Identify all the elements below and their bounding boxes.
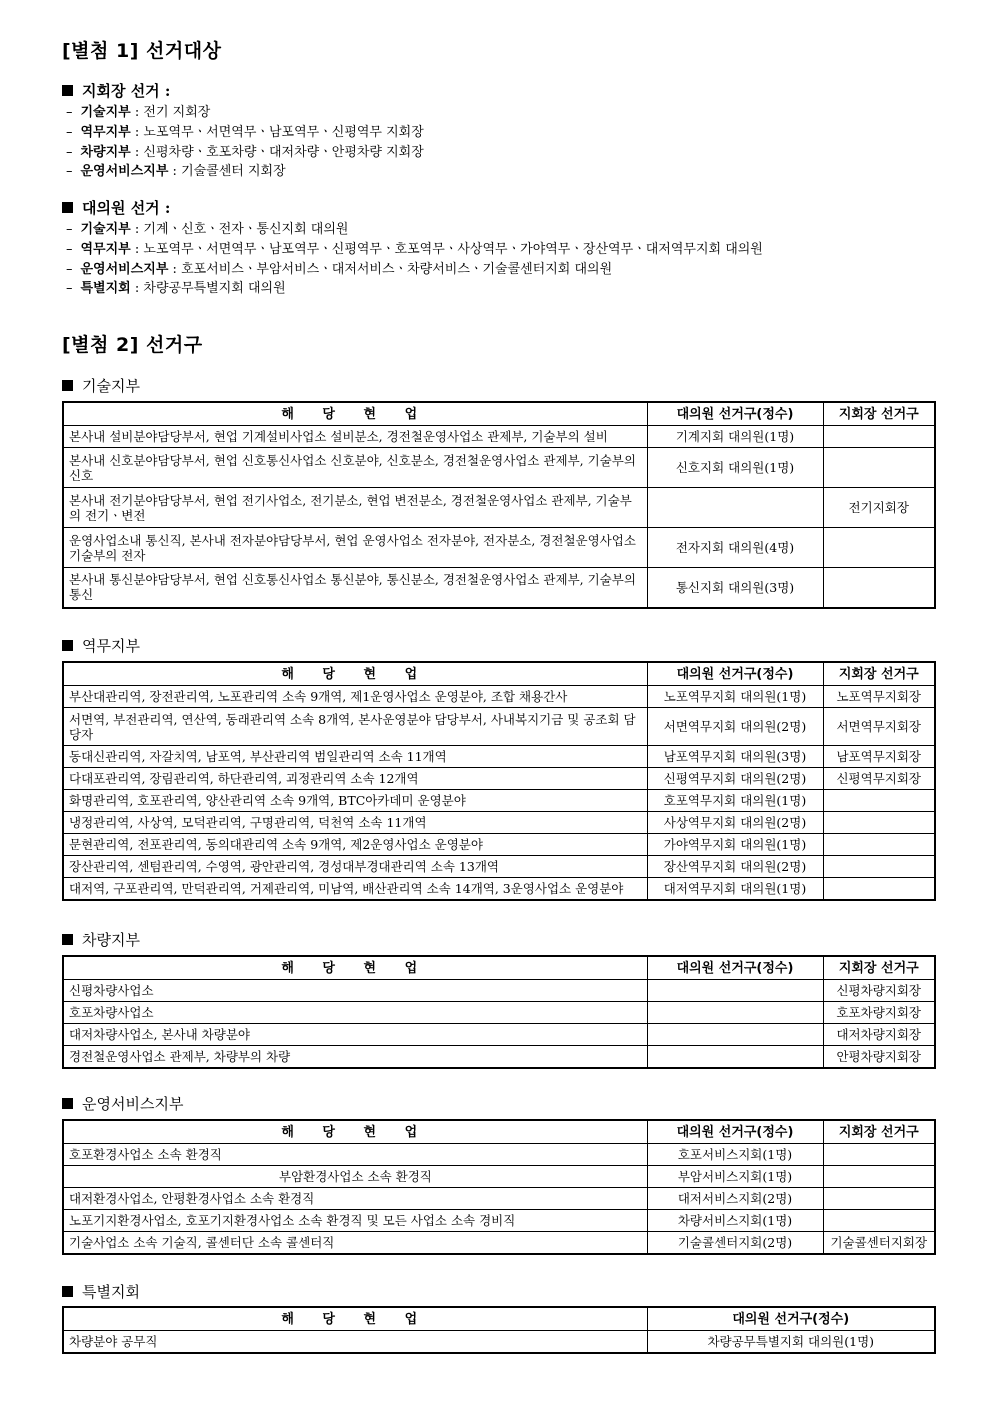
- branch-cell: 신평차량지회장: [823, 980, 935, 1002]
- col-branch: 지회장 선거구: [823, 402, 935, 426]
- branch-cell: [823, 426, 935, 448]
- delegate-cell: 통신지회 대의원(3명): [647, 568, 823, 608]
- duty-cell: 냉정관리역, 사상역, 모덕관리역, 구명관리역, 덕천역 소속 11개역: [63, 812, 647, 834]
- vehicle-table: [62, 955, 936, 1069]
- station-heading: 역무지부: [62, 635, 140, 656]
- annex2-title: [별첨 2] 선거구: [62, 334, 203, 356]
- table-row: [63, 426, 935, 448]
- table-row: [63, 1002, 935, 1024]
- duty-cell: 호포차량사업소: [63, 1002, 647, 1024]
- duty-cell: 동대신관리역, 자갈치역, 남포역, 부산관리역 범일관리역 소속 11개역: [63, 746, 647, 768]
- delegate-cell: 대저역무지회 대의원(1명): [647, 878, 823, 900]
- table-header-row: [63, 402, 935, 426]
- col-branch: 지회장 선거구: [823, 956, 935, 980]
- delegate-cell: [647, 1024, 823, 1046]
- duty-cell: 대저환경사업소, 안평환경사업소 소속 환경직: [63, 1188, 647, 1210]
- duty-cell: 대저역, 구포관리역, 만덕관리역, 거제관리역, 미남역, 배산관리역 소속 14개역, 3운영사업소 운영분야: [63, 878, 647, 900]
- branch-head-item: – 운영서비스지부 : 기술콜센터 지회장: [66, 164, 286, 179]
- col-duty: 해 당 현 업: [63, 662, 647, 686]
- branch-cell: [823, 856, 935, 878]
- table-row: [63, 834, 935, 856]
- table-row: [63, 790, 935, 812]
- delegate-heading: 대의원 선거 :: [62, 197, 170, 218]
- duty-cell: 부암환경사업소 소속 환경직: [63, 1166, 647, 1188]
- delegate-cell: 서면역무지회 대의원(2명): [647, 708, 823, 746]
- delegate-item: – 역무지부 : 노포역무ㆍ서면역무ㆍ남포역무ㆍ신평역무ㆍ호포역무ㆍ사상역무ㆍ가야역무ㆍ장산역무ㆍ대저역무지회 대의원: [66, 242, 763, 257]
- table-row: [63, 856, 935, 878]
- table-row: [63, 1232, 935, 1254]
- col-delegate: 대의원 선거구(정수): [647, 662, 823, 686]
- delegate-cell: 노포역무지회 대의원(1명): [647, 686, 823, 708]
- table-row: [63, 878, 935, 900]
- col-duty: 해 당 현 업: [63, 1120, 647, 1144]
- branch-cell: [823, 812, 935, 834]
- duty-cell: 운영사업소내 통신직, 본사내 전자분야담당부서, 현업 운영사업소 전자분야, 전자분소, 경전철운영사업소 기술부의 전자: [63, 528, 647, 568]
- col-delegate: 대의원 선거구(정수): [647, 956, 823, 980]
- table-row: [63, 1046, 935, 1068]
- table-row: [63, 746, 935, 768]
- station-table: [62, 661, 936, 901]
- delegate-cell: 대저서비스지회(2명): [647, 1188, 823, 1210]
- special-heading: 특별지회: [62, 1281, 140, 1302]
- duty-cell: 기술사업소 소속 기술직, 콜센터단 소속 콜센터직: [63, 1232, 647, 1254]
- branch-cell: 서면역무지회장: [823, 708, 935, 746]
- table-row: [63, 1144, 935, 1166]
- duty-cell: 경전철운영사업소 관제부, 차량부의 차량: [63, 1046, 647, 1068]
- table-row: [63, 812, 935, 834]
- branch-cell: 신평역무지회장: [823, 768, 935, 790]
- table-header-row: [63, 956, 935, 980]
- col-delegate: 대의원 선거구(정수): [647, 1307, 935, 1331]
- table-header-row: [63, 662, 935, 686]
- table-row: [63, 1024, 935, 1046]
- duty-cell: 다대포관리역, 장림관리역, 하단관리역, 괴정관리역 소속 12개역: [63, 768, 647, 790]
- duty-cell: 장산관리역, 센텀관리역, 수영역, 광안관리역, 경성대부경대관리역 소속 13개역: [63, 856, 647, 878]
- table-row: [63, 708, 935, 746]
- delegate-cell: 호포서비스지회(1명): [647, 1144, 823, 1166]
- table-header-row: [63, 1120, 935, 1144]
- delegate-cell: 장산역무지회 대의원(2명): [647, 856, 823, 878]
- delegate-cell: [647, 1046, 823, 1068]
- delegate-item: – 운영서비스지부 : 호포서비스ㆍ부암서비스ㆍ대저서비스ㆍ차량서비스ㆍ기술콜센터지회 대의원: [66, 262, 613, 277]
- table-row: [63, 1210, 935, 1232]
- branch-cell: [823, 790, 935, 812]
- delegate-cell: 전자지회 대의원(4명): [647, 528, 823, 568]
- branch-head-item: – 기술지부 : 전기 지회장: [66, 105, 211, 120]
- delegate-cell: 신평역무지회 대의원(2명): [647, 768, 823, 790]
- col-duty: 해 당 현 업: [63, 1307, 647, 1331]
- branch-cell: 호포차량지회장: [823, 1002, 935, 1024]
- service-heading: 운영서비스지부: [62, 1093, 183, 1114]
- table-row: [63, 1166, 935, 1188]
- branch-cell: [823, 878, 935, 900]
- duty-cell: 화명관리역, 호포관리역, 양산관리역 소속 9개역, BTC아카데미 운영분야: [63, 790, 647, 812]
- duty-cell: 부산대관리역, 장전관리역, 노포관리역 소속 9개역, 제1운영사업소 운영분야, 조합 채용간사: [63, 686, 647, 708]
- branch-head-heading: 지회장 선거 :: [62, 80, 170, 101]
- duty-cell: 호포환경사업소 소속 환경직: [63, 1144, 647, 1166]
- tech-heading: 기술지부: [62, 375, 140, 396]
- duty-cell: 신평차량사업소: [63, 980, 647, 1002]
- col-duty: 해 당 현 업: [63, 956, 647, 980]
- special-table: [62, 1306, 936, 1354]
- col-branch: 지회장 선거구: [823, 662, 935, 686]
- delegate-cell: 차량공무특별지회 대의원(1명): [647, 1331, 935, 1353]
- table-row: [63, 448, 935, 488]
- duty-cell: 본사내 신호분야담당부서, 현업 신호통신사업소 신호분야, 신호분소, 경전철운영사업소 관제부, 기술부의 신호: [63, 448, 647, 488]
- col-duty: 해 당 현 업: [63, 402, 647, 426]
- col-delegate: 대의원 선거구(정수): [647, 402, 823, 426]
- branch-cell: [823, 448, 935, 488]
- branch-cell: 대저차량지회장: [823, 1024, 935, 1046]
- branch-cell: 안평차량지회장: [823, 1046, 935, 1068]
- branch-cell: [823, 834, 935, 856]
- duty-cell: 본사내 설비분야담당부서, 현업 기계설비사업소 설비분소, 경전철운영사업소 관제부, 기술부의 설비: [63, 426, 647, 448]
- table-row: [63, 980, 935, 1002]
- branch-cell: [823, 1166, 935, 1188]
- table-row: [63, 568, 935, 608]
- delegate-cell: 남포역무지회 대의원(3명): [647, 746, 823, 768]
- tech-table: [62, 401, 936, 609]
- branch-cell: 전기지회장: [823, 488, 935, 528]
- delegate-cell: 기술콜센터지회(2명): [647, 1232, 823, 1254]
- delegate-cell: [647, 1002, 823, 1024]
- delegate-item: – 특별지회 : 차량공무특별지회 대의원: [66, 281, 286, 296]
- table-row: [63, 686, 935, 708]
- branch-cell: 남포역무지회장: [823, 746, 935, 768]
- table-row: [63, 528, 935, 568]
- branch-cell: [823, 1210, 935, 1232]
- annex1-title: [별첨 1] 선거대상: [62, 40, 222, 62]
- duty-cell: 문현관리역, 전포관리역, 동의대관리역 소속 9개역, 제2운영사업소 운영분야: [63, 834, 647, 856]
- delegate-cell: [647, 980, 823, 1002]
- vehicle-heading: 차량지부: [62, 929, 140, 950]
- delegate-cell: 차량서비스지회(1명): [647, 1210, 823, 1232]
- col-branch: 지회장 선거구: [823, 1120, 935, 1144]
- branch-cell: [823, 568, 935, 608]
- duty-cell: 차량분야 공무직: [63, 1331, 647, 1353]
- delegate-cell: 가야역무지회 대의원(1명): [647, 834, 823, 856]
- duty-cell: 본사내 통신분야담당부서, 현업 신호통신사업소 통신분야, 통신분소, 경전철운영사업소 관제부, 기술부의 통신: [63, 568, 647, 608]
- duty-cell: 노포기지환경사업소, 호포기지환경사업소 소속 환경직 및 모든 사업소 소속 경비직: [63, 1210, 647, 1232]
- delegate-cell: 기계지회 대의원(1명): [647, 426, 823, 448]
- delegate-cell: [647, 488, 823, 528]
- branch-cell: [823, 528, 935, 568]
- duty-cell: 본사내 전기분야담당부서, 현업 전기사업소, 전기분소, 현업 변전분소, 경전철운영사업소 관제부, 기술부의 전기ㆍ변전: [63, 488, 647, 528]
- delegate-cell: 호포역무지회 대의원(1명): [647, 790, 823, 812]
- delegate-item: – 기술지부 : 기계ㆍ신호ㆍ전자ㆍ통신지회 대의원: [66, 222, 349, 237]
- duty-cell: 대저차량사업소, 본사내 차량분야: [63, 1024, 647, 1046]
- table-row: [63, 768, 935, 790]
- duty-cell: 서면역, 부전관리역, 연산역, 동래관리역 소속 8개역, 본사운영분야 담당부서, 사내복지기금 및 공조회 담당자: [63, 708, 647, 746]
- branch-cell: [823, 1188, 935, 1210]
- table-header-row: [63, 1307, 935, 1331]
- service-table: [62, 1119, 936, 1255]
- branch-cell: [823, 1144, 935, 1166]
- branch-head-item: – 차량지부 : 신평차량ㆍ호포차량ㆍ대저차량ㆍ안평차량 지회장: [66, 145, 424, 160]
- branch-cell: 기술콜센터지회장: [823, 1232, 935, 1254]
- table-row: [63, 1331, 935, 1353]
- delegate-cell: 신호지회 대의원(1명): [647, 448, 823, 488]
- branch-head-item: – 역무지부 : 노포역무ㆍ서면역무ㆍ남포역무ㆍ신평역무 지회장: [66, 125, 424, 140]
- table-row: [63, 488, 935, 528]
- table-row: [63, 1188, 935, 1210]
- delegate-cell: 부암서비스지회(1명): [647, 1166, 823, 1188]
- col-delegate: 대의원 선거구(정수): [647, 1120, 823, 1144]
- branch-cell: 노포역무지회장: [823, 686, 935, 708]
- delegate-cell: 사상역무지회 대의원(2명): [647, 812, 823, 834]
